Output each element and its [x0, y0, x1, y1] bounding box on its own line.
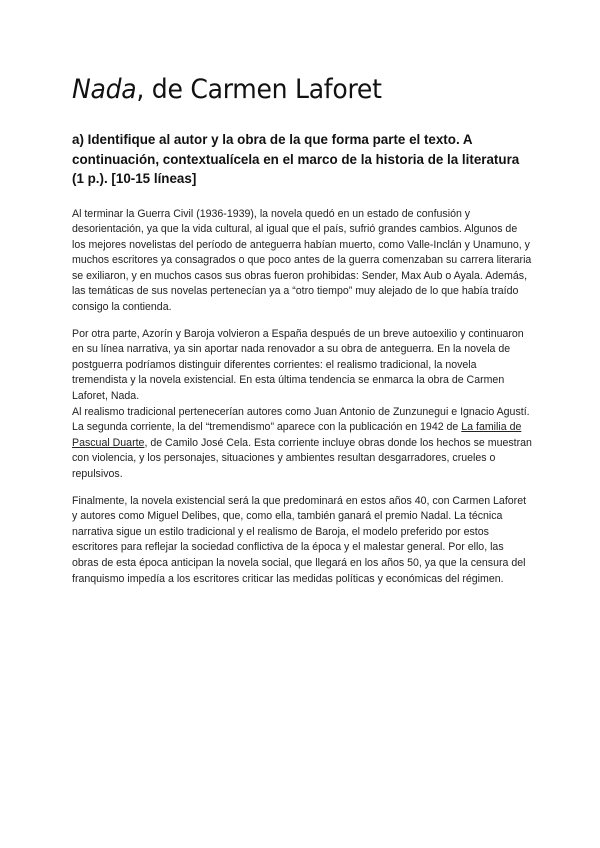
- paragraph-existential-novel: Finalmente, la novela existencial será la que predominará en estos años 40, con Carmen Laforet y autores como Miguel Delibes, que, como ella, también ganará el premio Nadal. La técnica narrativa sigue un estilo tradicional y el realismo de Baroja, el modelo preferido por estos escritores para reflejar la sociedad conflictiva de la época y el malestar general. Por ello, las obras de esta época anticipan la novela social, que llegará en los años 50, ya que la censura del franquismo impedía a los escritores criticar las medidas políticas y económicas del régimen.: [72, 494, 527, 585]
- paragraph-tremendismo-text-end: , de Camilo José Cela. Esta corriente incluye obras donde los hechos se muestran con violencia, y los personajes, situaciones y ambientes resultan desgarradores, crueles o repulsivos.: [72, 436, 532, 480]
- question-heading: a) Identifique al autor y la obra de la que forma parte el texto. A continuación, contextualícela en el marco de la historia de la literatura (1 p.). [10-15 líneas]: [72, 132, 520, 186]
- document-title: [72, 72, 500, 108]
- pascual-duarte-link[interactable]: La familia de Pascual Duarte: [72, 421, 522, 449]
- document-body: [72, 207, 532, 588]
- title-author: , de Carmen Laforet: [136, 74, 382, 105]
- document-page: [72, 72, 532, 587]
- paragraph-postwar-context: Al terminar la Guerra Civil (1936-1939), la novela quedó en un estado de confusión y desorientación, ya que la vida cultural, al igual que el país, sufrió grandes cambios. Algunos de los mejores novelistas del período de anteguerra habían muerto, como Valle-Inclán y Unamuno, y muchos escritores ya consagrados o que poco antes de la guerra comenzaban su carrera literaria se exiliaron, y en muchos casos sus obras fueron prohibidas: Sender, Max Aub o Ayala. Además, las temáticas de sus novelas pertenecían ya a “otro tiempo” muy alejado de lo que había traído consigo la contienda.: [72, 207, 532, 314]
- paragraph-tremendismo-text-start: Al realismo tradicional pertenecerían autores como Juan Antonio de Zunzunegui e Ignacio Agustí. La segunda corriente, la del “tremendismo” aparece con la publicación en 1942 de: [72, 405, 530, 434]
- title-work-name: Nada: [72, 74, 137, 105]
- paragraph-tremendismo: [72, 405, 532, 483]
- paragraph-novel-currents: Por otra parte, Azorín y Baroja volvieron a España después de un breve autoexilio y continuaron en su línea narrativa, ya sin aportar nada renovador a su obra de anteguerra. En la novela de postguerra podríamos distinguir diferentes corrientes: el realismo tradicional, la novela tremendista y la novela existencial. En esta última tendencia se enmarca la obra de Carmen Laforet, Nada.: [72, 327, 524, 403]
